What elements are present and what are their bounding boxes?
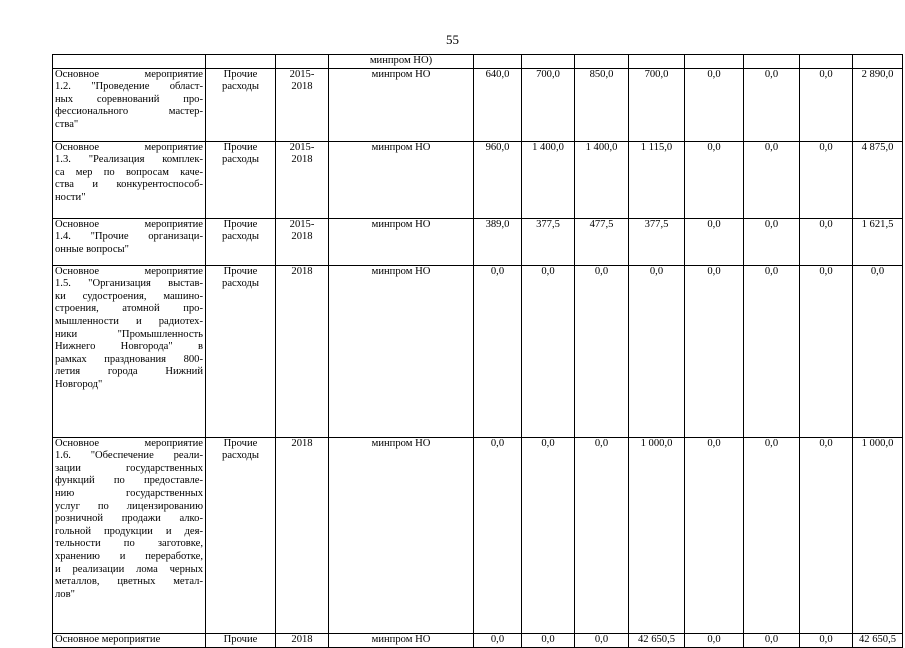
measure-name-cell-line: Нижнего Новгорода" в — [55, 341, 203, 353]
measure-name-cell-line: функций по предоставле- — [55, 475, 203, 487]
value-cell: 0,0 — [474, 265, 522, 437]
measure-name-cell-line: Основное мероприятие — [55, 437, 203, 449]
total-value-cell: 2 890,0 — [853, 68, 903, 141]
measure-name-cell-line: 1.6. "Обеспечение реали- — [55, 450, 203, 462]
measure-name-cell-line: Основное мероприятие — [55, 218, 203, 230]
value-cell: 1 400,0 — [522, 141, 575, 218]
measure-name-cell-line: Основное мероприятие — [55, 265, 203, 277]
value-cell: 0,0 — [744, 218, 800, 265]
measure-name-cell-line: Новгород" — [55, 378, 103, 390]
value-cell: 700,0 — [522, 68, 575, 141]
years-cell-line: 2015- — [289, 218, 315, 230]
expense-type-cell-line: Прочие — [223, 68, 258, 80]
value-cell: 0,0 — [685, 437, 744, 633]
value-cell: 0,0 — [575, 437, 629, 633]
measure-name-cell-line: ных соревнований про- — [55, 93, 203, 105]
total-value-cell: 42 650,5 — [853, 633, 903, 647]
value-cell: 0,0 — [744, 633, 800, 647]
page-number: 55 — [446, 32, 459, 47]
measure-name-cell-line: 1.4. "Прочие организаци- — [55, 231, 203, 243]
value-cell: 377,5 — [629, 218, 685, 265]
measure-name-cell-line: хранению и переработке, — [55, 550, 203, 562]
measure-name-cell-line: 1.5. "Организация выстав- — [55, 278, 203, 290]
years-cell-line: 2018 — [291, 265, 313, 277]
continued-row — [53, 55, 903, 69]
table-row — [53, 68, 903, 141]
expense-type-cell — [206, 68, 276, 141]
value-cell: 0,0 — [744, 265, 800, 437]
executor-cell: минпром НО — [329, 68, 474, 141]
expense-type-cell-line: расходы — [222, 450, 259, 462]
value-cell: 0,0 — [474, 633, 522, 647]
expense-type-cell — [206, 141, 276, 218]
table-body — [53, 55, 903, 648]
executor-cell: минпром НО) — [329, 55, 474, 69]
measure-name-cell-line: ства" — [55, 118, 79, 130]
measure-name-cell-line: металлов, цветных метал- — [55, 576, 203, 588]
value-cell: 0,0 — [685, 265, 744, 437]
value-cell: 0,0 — [474, 437, 522, 633]
executor-cell: минпром НО — [329, 218, 474, 265]
value-cell: 0,0 — [685, 218, 744, 265]
value-cell: 0,0 — [629, 265, 685, 437]
value-cell: 42 650,5 — [629, 633, 685, 647]
expense-type-cell-line: Прочие — [223, 265, 258, 277]
value-cell: 0,0 — [522, 437, 575, 633]
value-cell: 0,0 — [522, 633, 575, 647]
total-value-cell: 4 875,0 — [853, 141, 903, 218]
measure-name-cell-line: Основное мероприятие — [55, 68, 203, 80]
years-cell — [276, 633, 329, 647]
table-row — [53, 265, 903, 437]
value-cell: 0,0 — [744, 68, 800, 141]
measure-name-cell-line: зации государственных — [55, 462, 203, 474]
value-cell: 0,0 — [800, 265, 853, 437]
years-cell-line: 2015- — [289, 141, 315, 153]
measure-name-cell-line: строения, атомной про- — [55, 303, 203, 315]
expense-type-cell — [206, 218, 276, 265]
measure-name-cell-line: Основное мероприятие — [55, 633, 161, 645]
expense-type-cell-line: Прочие — [223, 141, 258, 153]
value-cell: 389,0 — [474, 218, 522, 265]
executor-cell: минпром НО — [329, 633, 474, 647]
measure-name-cell-line: и реализации лома черных — [55, 563, 203, 575]
expense-type-cell — [206, 265, 276, 437]
value-cell: 0,0 — [800, 437, 853, 633]
value-cell: 0,0 — [744, 141, 800, 218]
value-cell: 960,0 — [474, 141, 522, 218]
table-row — [53, 141, 903, 218]
measure-name-cell-line: ники "Промышленность — [55, 328, 203, 340]
value-cell: 0,0 — [522, 265, 575, 437]
executor-cell: минпром НО — [329, 141, 474, 218]
years-cell — [276, 141, 329, 218]
value-cell: 0,0 — [800, 218, 853, 265]
years-cell-line: 2015- — [289, 68, 315, 80]
table-row — [53, 633, 903, 647]
measure-name-cell-line: мышленности и радиотех- — [55, 315, 203, 327]
value-cell: 0,0 — [800, 141, 853, 218]
expense-type-cell — [206, 437, 276, 633]
measure-name-cell-line: 1.2. "Проведение област- — [55, 81, 203, 93]
years-cell — [276, 68, 329, 141]
years-cell — [276, 218, 329, 265]
measure-name-cell-line: нию государственных — [55, 487, 203, 499]
total-value-cell: 1 621,5 — [853, 218, 903, 265]
executor-cell: минпром НО — [329, 437, 474, 633]
budget-table — [52, 54, 903, 648]
value-cell: 377,5 — [522, 218, 575, 265]
expense-type-cell-line: расходы — [222, 154, 259, 166]
measure-name-cell-line: онные вопросы" — [55, 243, 130, 255]
years-cell-line: 2018 — [291, 81, 313, 93]
measure-name-cell — [53, 265, 206, 437]
total-value-cell: 1 000,0 — [853, 437, 903, 633]
value-cell: 1 000,0 — [629, 437, 685, 633]
value-cell: 700,0 — [629, 68, 685, 141]
years-cell — [276, 437, 329, 633]
value-cell: 0,0 — [685, 68, 744, 141]
expense-type-cell-line: Прочие — [223, 437, 258, 449]
value-cell: 0,0 — [744, 437, 800, 633]
measure-name-cell — [53, 437, 206, 633]
measure-name-cell-line: фессионального мастер- — [55, 106, 203, 118]
years-cell — [276, 265, 329, 437]
expense-type-cell-line: расходы — [222, 278, 259, 290]
expense-type-cell-line: расходы — [222, 231, 259, 243]
measure-name-cell-line: са мер по вопросам каче- — [55, 166, 203, 178]
value-cell: 0,0 — [685, 633, 744, 647]
expense-type-cell-line: Прочие — [223, 633, 258, 645]
value-cell: 0,0 — [575, 265, 629, 437]
value-cell: 0,0 — [800, 68, 853, 141]
expense-type-cell — [206, 633, 276, 647]
measure-name-cell — [53, 68, 206, 141]
executor-cell: минпром НО — [329, 265, 474, 437]
expense-type-cell-line: расходы — [222, 81, 259, 93]
measure-name-cell-line: ства и конкурентоспособ- — [55, 179, 203, 191]
measure-name-cell-line: ности" — [55, 191, 86, 203]
measure-name-cell-line: рамках празднования 800- — [55, 353, 203, 365]
measure-name-cell-line: 1.3. "Реализация комплек- — [55, 154, 203, 166]
value-cell: 1 400,0 — [575, 141, 629, 218]
value-cell: 1 115,0 — [629, 141, 685, 218]
value-cell: 0,0 — [685, 141, 744, 218]
years-cell-line: 2018 — [291, 633, 313, 645]
table-row — [53, 437, 903, 633]
value-cell: 850,0 — [575, 68, 629, 141]
total-value-cell: 0,0 — [853, 265, 903, 437]
value-cell: 477,5 — [575, 218, 629, 265]
value-cell: 0,0 — [575, 633, 629, 647]
value-cell: 0,0 — [800, 633, 853, 647]
measure-name-cell-line: Основное мероприятие — [55, 141, 203, 153]
table-row — [53, 218, 903, 265]
measure-name-cell — [53, 633, 206, 647]
measure-name-cell-line: гольной продукции и дея- — [55, 525, 203, 537]
value-cell: 640,0 — [474, 68, 522, 141]
expense-type-cell-line: Прочие — [223, 218, 258, 230]
years-cell-line: 2018 — [291, 231, 313, 243]
measure-name-cell-line: летия города Нижний — [55, 366, 203, 378]
measure-name-cell — [53, 218, 206, 265]
measure-name-cell-line: тельности по заготовке, — [55, 538, 203, 550]
measure-name-cell-line: розничной продажи алко- — [55, 513, 203, 525]
measure-name-cell-line: лов" — [55, 588, 75, 600]
measure-name-cell-line: услуг по лицензированию — [55, 500, 203, 512]
measure-name-cell — [53, 141, 206, 218]
years-cell-line: 2018 — [291, 154, 313, 166]
years-cell-line: 2018 — [291, 437, 313, 449]
measure-name-cell-line: ки судостроения, машино- — [55, 290, 203, 302]
